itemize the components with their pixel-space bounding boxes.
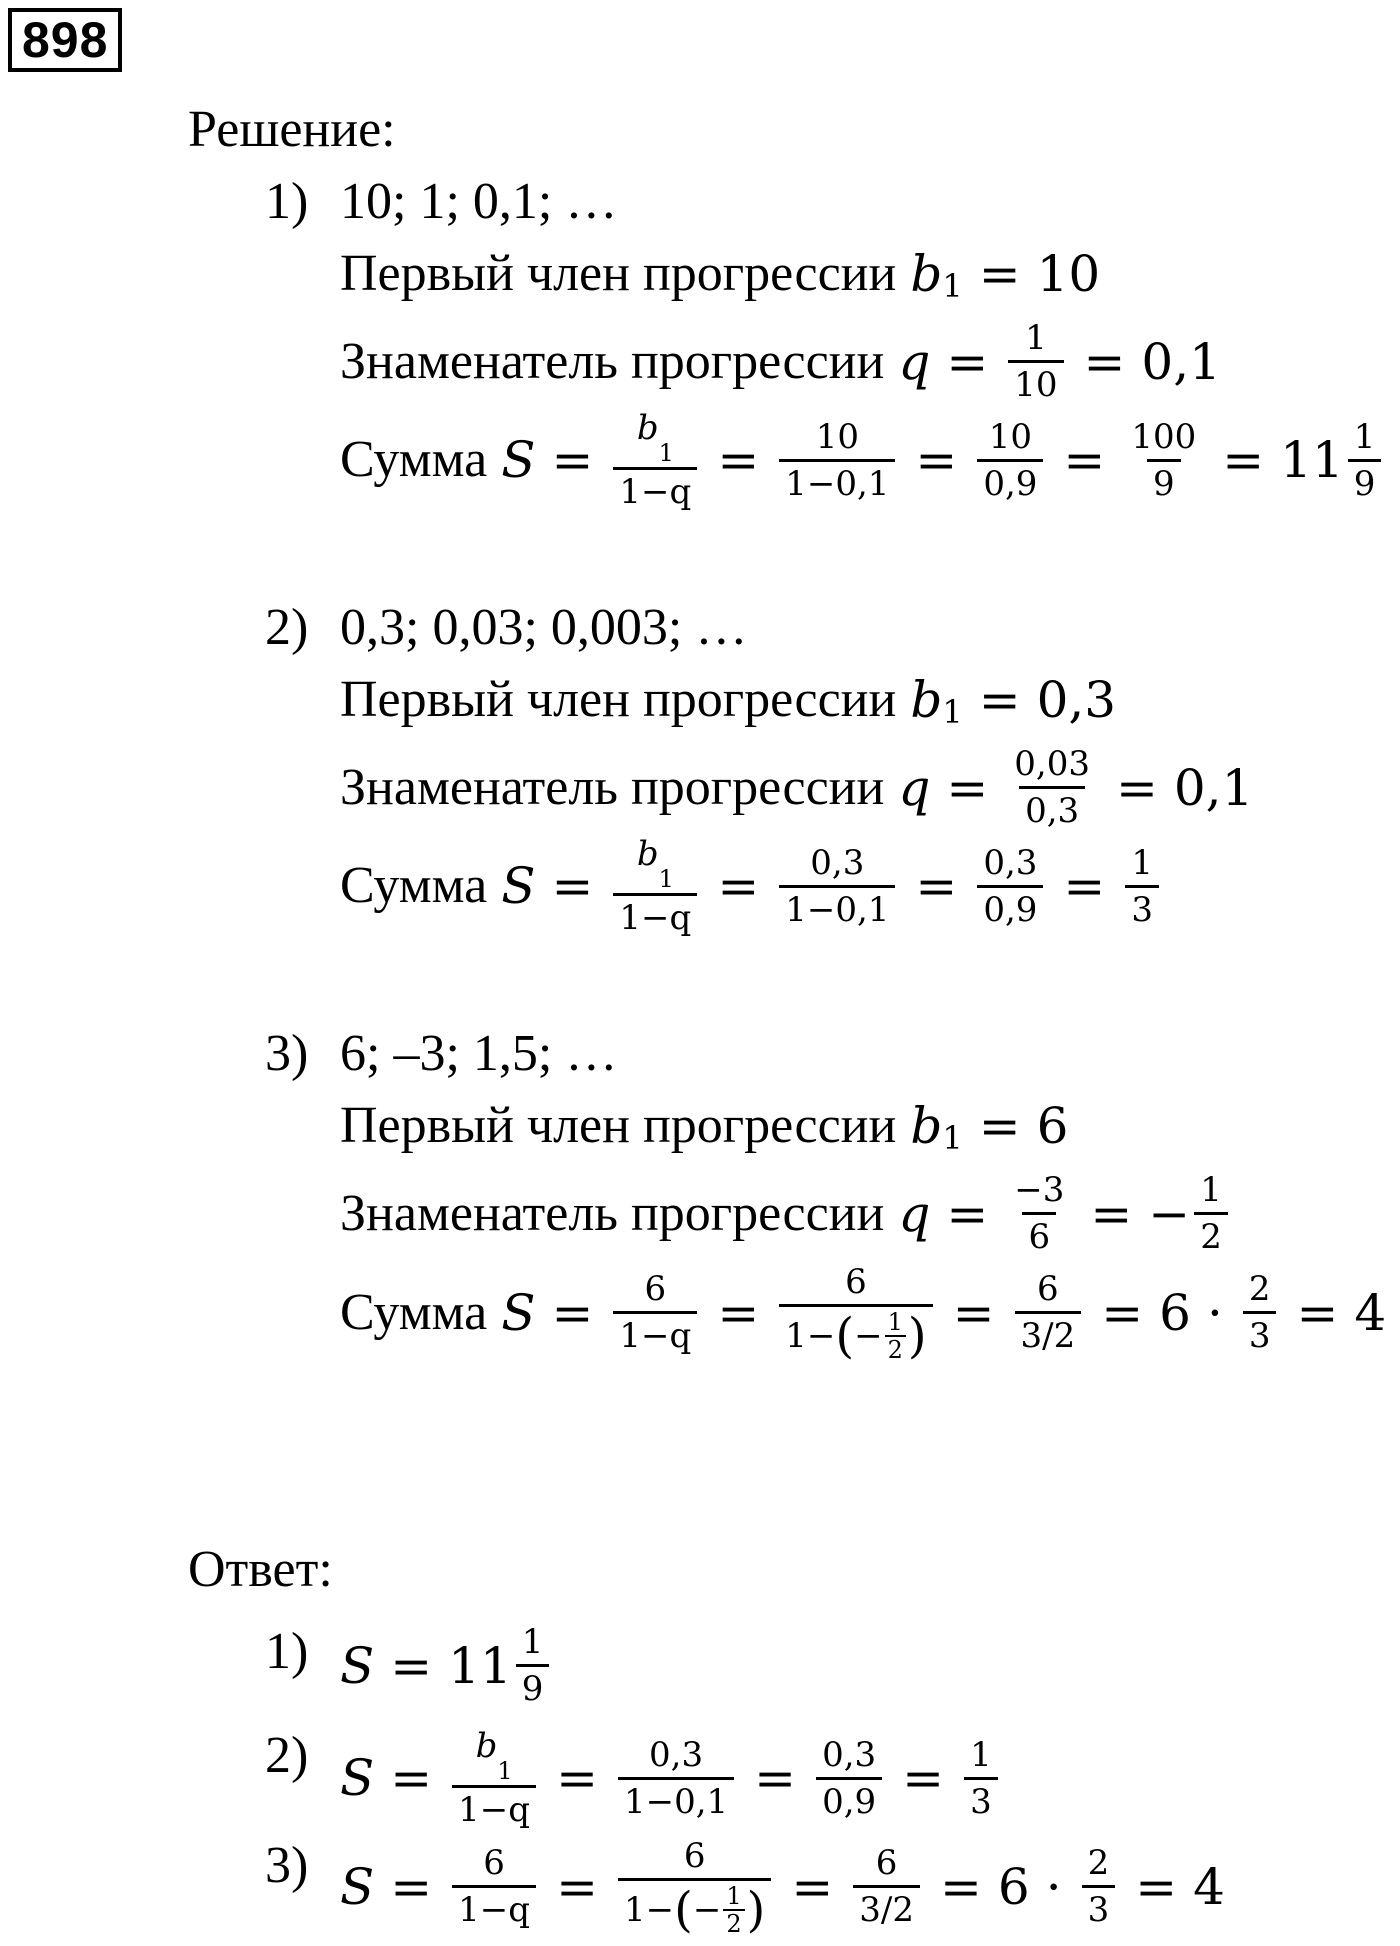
q-symbol: q: [898, 758, 931, 817]
multiplier-fraction: [1082, 1843, 1116, 1930]
fraction-denominator: 3: [964, 1777, 998, 1822]
sum-step-fraction: [779, 1262, 932, 1363]
b-symbol: b: [475, 1726, 498, 1766]
fraction-denominator: 0,9: [977, 885, 1043, 930]
part-2-sequence: [340, 598, 747, 658]
ratio-label: Знаменатель прогрессии: [340, 758, 885, 816]
equals-sign: =: [1115, 758, 1158, 817]
fraction-numerator: 0,3: [983, 842, 1038, 883]
part-2-first-term: [340, 670, 1116, 730]
inner-fraction: [885, 1309, 906, 1363]
fraction-numerator: 2: [1087, 1843, 1110, 1883]
sum-step-fraction: [853, 1843, 920, 1930]
minus-sign: −: [854, 1316, 883, 1356]
part-1-ratio-fraction: [1008, 318, 1063, 405]
part-3-sum: [340, 1262, 1386, 1363]
S-symbol: S: [501, 431, 536, 489]
part-2-sum: [340, 834, 1163, 938]
b-symbol: b: [910, 1097, 943, 1155]
part-3-b1-value: 6: [1036, 1097, 1069, 1155]
sum-step-fraction: [618, 1735, 734, 1822]
part-2-q-value: 0,1: [1173, 758, 1254, 817]
fraction-denominator: 1−q: [613, 1311, 697, 1356]
fraction-numerator: 1: [1353, 416, 1376, 457]
multiplier-fraction: [1243, 1269, 1277, 1356]
part-3-sequence-text: 6; –3; 1,5; …: [340, 1025, 618, 1082]
fraction-numerator: 10: [988, 416, 1032, 457]
equals-sign: =: [1222, 431, 1265, 489]
inner-fraction: [723, 1883, 744, 1937]
equals-sign: =: [754, 1749, 797, 1807]
sum-step-fraction: [964, 1735, 998, 1822]
answer-3-index: 3): [265, 1837, 309, 1894]
answer-3-result: 4: [1193, 1857, 1225, 1916]
part-1-sequence-text: 10; 1; 0,1; …: [340, 173, 618, 230]
b-symbol: b: [636, 408, 659, 448]
equals-sign: =: [946, 758, 989, 817]
sum-label: Сумма: [340, 431, 488, 488]
equals-sign: =: [791, 1857, 834, 1916]
fraction-numerator: 1: [521, 1622, 544, 1662]
part-1-sum-result: [1280, 417, 1385, 504]
part-1-sequence: [340, 172, 617, 232]
multiplier: 6: [1159, 1283, 1191, 1342]
part-3-ratio: [340, 1170, 1232, 1257]
equals-sign: =: [1135, 1857, 1178, 1916]
fraction-numerator: 2: [1248, 1269, 1271, 1309]
equals-sign: =: [978, 1097, 1021, 1155]
sum-step-fraction: [779, 843, 895, 930]
fraction-denominator: 2: [885, 1335, 906, 1363]
part-1-q-value: 0,1: [1141, 332, 1221, 391]
fraction-denominator: 0,9: [977, 459, 1043, 504]
ratio-label: Знаменатель прогрессии: [340, 332, 885, 390]
equals-sign: =: [939, 1857, 982, 1916]
part-3-index: 3): [265, 1025, 309, 1082]
fraction-numerator: 1: [970, 1734, 992, 1775]
subscript-1: 1: [942, 267, 963, 305]
fraction-denominator: 1−0,1: [779, 459, 895, 504]
sum-step-fraction: [816, 1735, 882, 1822]
mixed-whole: 11: [448, 1636, 512, 1695]
equals-sign: =: [551, 1283, 594, 1342]
subscript-1: 1: [497, 1757, 513, 1785]
multiply-dot: ·: [1206, 1283, 1223, 1342]
sum-step-fraction: [977, 843, 1043, 930]
equals-sign: =: [915, 857, 958, 915]
q-symbol: q: [898, 332, 931, 391]
fraction-numerator: 0,3: [822, 1734, 877, 1775]
equals-sign: =: [717, 431, 760, 489]
equals-sign: =: [551, 857, 594, 915]
fraction-numerator: 6: [845, 1262, 867, 1302]
denominator-prefix: 1−: [785, 1316, 836, 1356]
fraction-denominator: 3: [1082, 1885, 1116, 1930]
fraction-numerator: −3: [1014, 1170, 1065, 1210]
fraction-numerator: 100: [1131, 416, 1197, 457]
minus-sign: −: [692, 1890, 722, 1930]
part-1-index: 1): [265, 173, 309, 230]
S-symbol: S: [340, 1857, 375, 1916]
equals-sign: =: [1083, 332, 1126, 391]
fraction-denominator: 9: [1147, 459, 1181, 504]
answer-2: [340, 1726, 1002, 1830]
part-3-sum-result: 4: [1354, 1283, 1387, 1342]
fraction-numerator: 0,3: [649, 1734, 704, 1775]
left-paren: (: [835, 1308, 855, 1364]
part-2-b1-value: 0,3: [1036, 671, 1117, 729]
S-symbol: S: [340, 1749, 375, 1807]
sum-formula-fraction: [452, 1843, 536, 1930]
fraction-denominator: 0,9: [816, 1777, 882, 1822]
fraction-numerator: 1: [1131, 842, 1153, 883]
equals-sign: =: [556, 1857, 598, 1916]
part-1-sum: [340, 408, 1385, 512]
part-1-first-term: [340, 244, 1100, 304]
fraction-denominator: 1−0,1: [779, 885, 895, 930]
fraction-numerator: 6: [875, 1843, 898, 1883]
fraction-denominator: 3: [1125, 885, 1159, 930]
equals-sign: =: [978, 245, 1021, 303]
ratio-label: Знаменатель прогрессии: [340, 1184, 885, 1242]
equals-sign: =: [717, 1283, 760, 1342]
answer-1-index: 1): [265, 1623, 309, 1680]
part-3-q-value-fraction: [1194, 1170, 1228, 1257]
fraction-numerator: 0,03: [1014, 744, 1090, 784]
equals-sign: =: [952, 1283, 995, 1342]
sum-label: Сумма: [340, 857, 488, 914]
sum-step-fraction: [1125, 843, 1159, 930]
fraction-denominator: 2: [723, 1909, 744, 1937]
first-term-label: Первый член прогрессии: [340, 245, 897, 302]
fraction-denominator: 6: [1022, 1212, 1056, 1257]
part-3-first-term: [340, 1096, 1068, 1156]
b-symbol: b: [910, 245, 943, 303]
fraction-numerator: 1: [1200, 1170, 1222, 1210]
part-3-sequence: [340, 1024, 617, 1084]
fraction-denominator: 9: [1348, 459, 1382, 504]
fraction-denominator: 3/2: [1015, 1311, 1082, 1356]
fraction-denominator: 1−q: [452, 1785, 536, 1830]
answer-heading: Ответ:: [188, 1541, 333, 1598]
fraction-denominator: 3: [1243, 1311, 1277, 1356]
equals-sign: =: [717, 857, 760, 915]
equals-sign: =: [390, 1636, 433, 1695]
sum-label: Сумма: [340, 1283, 488, 1341]
equals-sign: =: [1063, 857, 1106, 915]
left-paren: (: [674, 1882, 693, 1938]
equals-sign: =: [551, 431, 594, 489]
fraction-numerator: 1: [726, 1882, 742, 1910]
S-symbol: S: [501, 857, 536, 915]
minus-sign: −: [1148, 1184, 1191, 1243]
equals-sign: =: [978, 671, 1021, 729]
fraction-denominator: 0,3: [1019, 786, 1085, 831]
sum-formula-fraction: [613, 1269, 697, 1356]
sum-formula-fraction: [452, 1726, 536, 1830]
equals-sign: =: [390, 1749, 433, 1807]
fraction-denominator: [779, 1304, 932, 1363]
multiply-dot: ·: [1045, 1857, 1062, 1916]
fraction-denominator: 9: [516, 1664, 550, 1709]
fraction-denominator: 2: [1194, 1212, 1228, 1257]
first-term-label: Первый член прогрессии: [340, 671, 897, 728]
equals-sign: =: [946, 332, 989, 391]
subscript-1: 1: [658, 439, 674, 467]
answer-1-value: [448, 1622, 553, 1709]
answer-2-index: 2): [265, 1727, 309, 1784]
sum-step-fraction: [977, 417, 1043, 504]
right-paren: ): [907, 1308, 927, 1364]
equals-sign: =: [1296, 1283, 1339, 1342]
fraction-denominator: 1−q: [613, 893, 697, 938]
part-1-b1-value: 10: [1036, 245, 1101, 303]
subscript-1: 1: [942, 693, 963, 731]
part-1-ratio: [340, 318, 1221, 405]
fraction-numerator: 6: [683, 1836, 706, 1876]
equals-sign: =: [902, 1749, 945, 1807]
b-symbol: b: [636, 834, 659, 874]
solution-heading: Решение:: [188, 101, 396, 158]
fraction-denominator: 1−q: [613, 467, 697, 512]
subscript-1: 1: [658, 865, 674, 893]
multiplier: 6: [997, 1857, 1030, 1916]
answer-3: [340, 1836, 1225, 1937]
part-2-ratio-fraction: [1008, 744, 1096, 831]
answer-1: [340, 1622, 553, 1709]
right-paren: ): [746, 1882, 766, 1938]
fraction-denominator: 1−q: [452, 1885, 536, 1930]
equals-sign: =: [946, 1184, 989, 1243]
equals-sign: =: [915, 431, 958, 489]
part-2-sequence-text: 0,3; 0,03; 0,003; …: [340, 599, 748, 656]
sum-step-fraction: [779, 417, 895, 504]
fraction-denominator: 10: [1008, 360, 1063, 405]
S-symbol: S: [501, 1283, 536, 1342]
fraction-numerator: 0,3: [810, 842, 865, 883]
fraction-numerator: 6: [483, 1843, 505, 1883]
equals-sign: =: [390, 1857, 433, 1916]
b-symbol: b: [910, 671, 943, 729]
fraction-numerator: 6: [1037, 1269, 1059, 1309]
subscript-1: 1: [942, 1119, 963, 1157]
fraction-denominator: [618, 1878, 771, 1937]
fraction-numerator: 6: [644, 1269, 667, 1309]
sum-step-fraction: [618, 1836, 771, 1937]
sum-formula-fraction: [613, 834, 697, 938]
equals-sign: =: [556, 1749, 598, 1807]
fraction-numerator: 10: [815, 416, 859, 457]
S-symbol: S: [340, 1636, 375, 1695]
sum-step-fraction: [1125, 417, 1202, 504]
equals-sign: =: [1101, 1283, 1144, 1342]
mixed-whole: 11: [1280, 431, 1344, 489]
fraction-numerator: 1: [887, 1308, 903, 1336]
fraction-denominator: 3/2: [853, 1885, 920, 1930]
first-term-label: Первый член прогрессии: [340, 1097, 897, 1154]
equals-sign: =: [1090, 1184, 1133, 1243]
fraction-denominator: 1−0,1: [618, 1777, 734, 1822]
part-2-index: 2): [265, 599, 309, 656]
equals-sign: =: [1063, 431, 1106, 489]
denominator-prefix: 1−: [623, 1890, 675, 1930]
problem-number: 898: [8, 8, 122, 72]
fraction-numerator: 1: [1025, 318, 1047, 358]
sum-step-fraction: [1015, 1269, 1082, 1356]
sum-formula-fraction: [613, 408, 697, 512]
q-symbol: q: [898, 1184, 931, 1243]
part-2-ratio: [340, 744, 1253, 831]
part-3-ratio-fraction: [1008, 1170, 1070, 1257]
